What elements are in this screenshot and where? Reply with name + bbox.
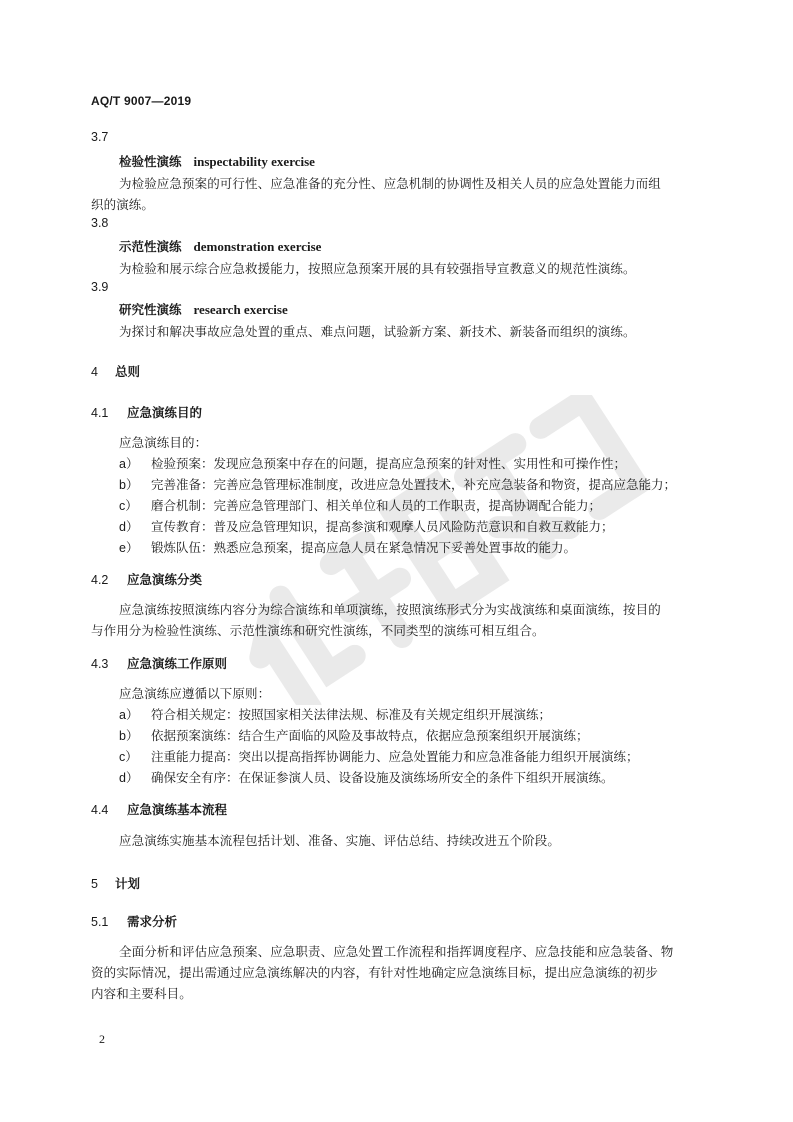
subsection-number: 4.1 xyxy=(91,406,109,420)
subsection-heading xyxy=(91,912,177,930)
list-marker: d） xyxy=(119,520,139,534)
term-en: inspectability exercise xyxy=(193,154,315,169)
list-marker: b） xyxy=(119,478,139,492)
term-definition-line: 织的演练。 xyxy=(91,197,155,212)
term-zh: 检验性演练 xyxy=(119,154,182,169)
subsection-number: 4.4 xyxy=(91,803,109,817)
list-item: 锻炼队伍：熟悉应急预案，提高应急人员在紧急情况下妥善处置事故的能力。 xyxy=(151,540,577,555)
paragraph-line: 全面分析和评估应急预案、应急职责、应急处置工作流程和指挥调度程序、应急技能和应急装备、物 xyxy=(119,944,674,959)
list-intro: 应急演练应遵循以下原则： xyxy=(119,686,271,701)
term-title xyxy=(119,152,315,170)
term-definition-line: 为探讨和解决事故应急处置的重点、难点问题，试验新方案、新技术、新装备而组织的演练。 xyxy=(119,324,636,339)
subsection-title: 应急演练工作原则 xyxy=(127,656,228,671)
term-definition-line: 为检验和展示综合应急救援能力，按照应急预案开展的具有较强指导宣教意义的规范性演练。 xyxy=(119,261,636,276)
subsection-heading xyxy=(91,800,227,818)
paragraph-line: 资的实际情况，提出需通过应急演练解决的内容，有针对性地确定应急演练目标，提出应急演练的初步 xyxy=(91,965,659,980)
list-marker: a） xyxy=(119,457,139,471)
list-marker: b） xyxy=(119,729,139,743)
term-en: demonstration exercise xyxy=(193,239,322,254)
term-number: 3.9 xyxy=(91,280,109,294)
list-item: 确保安全有序：在保证参演人员、设备设施及演练场所安全的条件下组织开展演练。 xyxy=(151,770,614,785)
list-item: 完善准备：完善应急管理标准制度，改进应急处置技术，补充应急装备和物资，提高应急能力； xyxy=(151,477,677,492)
subsection-number: 5.1 xyxy=(91,915,109,929)
subsection-heading xyxy=(91,403,202,421)
term-number: 3.8 xyxy=(91,216,109,230)
section-number: 5 xyxy=(91,877,98,891)
list-intro: 应急演练目的： xyxy=(119,435,208,450)
subsection-number: 4.2 xyxy=(91,573,109,587)
paragraph-line: 与作用分为检验性演练、示范性演练和研究性演练，不同类型的演练可相互组合。 xyxy=(91,623,545,638)
section-heading xyxy=(91,362,140,380)
list-item: 检验预案：发现应急预案中存在的问题，提高应急预案的针对性、实用性和可操作性； xyxy=(151,456,627,471)
subsection-title: 应急演练目的 xyxy=(127,405,203,420)
subsection-title: 需求分析 xyxy=(127,914,178,929)
paragraph-line: 内容和主要科目。 xyxy=(91,986,192,1001)
subsection-heading xyxy=(91,654,227,672)
term-definition-line: 为检验应急预案的可行性、应急准备的充分性、应急机制的协调性及相关人员的应急处置能力而组 xyxy=(119,176,661,191)
term-en: research exercise xyxy=(193,302,288,317)
page-number: 2 xyxy=(99,1032,105,1046)
list-marker: e） xyxy=(119,541,139,555)
section-title: 总则 xyxy=(115,364,141,379)
subsection-title: 应急演练分类 xyxy=(127,572,203,587)
list-item: 宣传教育：普及应急管理知识，提高参演和观摩人员风险防范意识和自救互救能力； xyxy=(151,519,614,534)
list-item: 符合相关规定：按照国家相关法律法规、标准及有关规定组织开展演练； xyxy=(151,707,552,722)
list-item: 依据预案演练：结合生产面临的风险及事故特点，依据应急预案组织开展演练； xyxy=(151,728,589,743)
document-code: AQ/T 9007—2019 xyxy=(91,94,192,108)
section-number: 4 xyxy=(91,365,98,379)
term-title xyxy=(119,300,288,318)
section-heading xyxy=(91,874,140,892)
term-title xyxy=(119,237,321,255)
subsection-number: 4.3 xyxy=(91,657,109,671)
subsection-title: 应急演练基本流程 xyxy=(127,802,228,817)
list-marker: c） xyxy=(119,750,138,764)
paragraph-line: 应急演练按照演练内容分为综合演练和单项演练，按照演练形式分为实战演练和桌面演练，按目的 xyxy=(119,602,661,617)
paragraph-line: 应急演练实施基本流程包括计划、准备、实施、评估总结、持续改进五个阶段。 xyxy=(119,833,561,848)
list-item: 注重能力提高：突出以提高指挥协调能力、应急处置能力和应急准备能力组织开展演练； xyxy=(151,749,639,764)
list-marker: a） xyxy=(119,708,139,722)
term-number: 3.7 xyxy=(91,130,109,144)
term-zh: 示范性演练 xyxy=(119,239,182,254)
term-zh: 研究性演练 xyxy=(119,302,182,317)
list-marker: d） xyxy=(119,771,139,785)
section-title: 计划 xyxy=(115,876,141,891)
subsection-heading xyxy=(91,570,202,588)
list-item: 磨合机制：完善应急管理部门、相关单位和人员的工作职责，提高协调配合能力； xyxy=(151,498,602,513)
list-marker: c） xyxy=(119,499,138,513)
